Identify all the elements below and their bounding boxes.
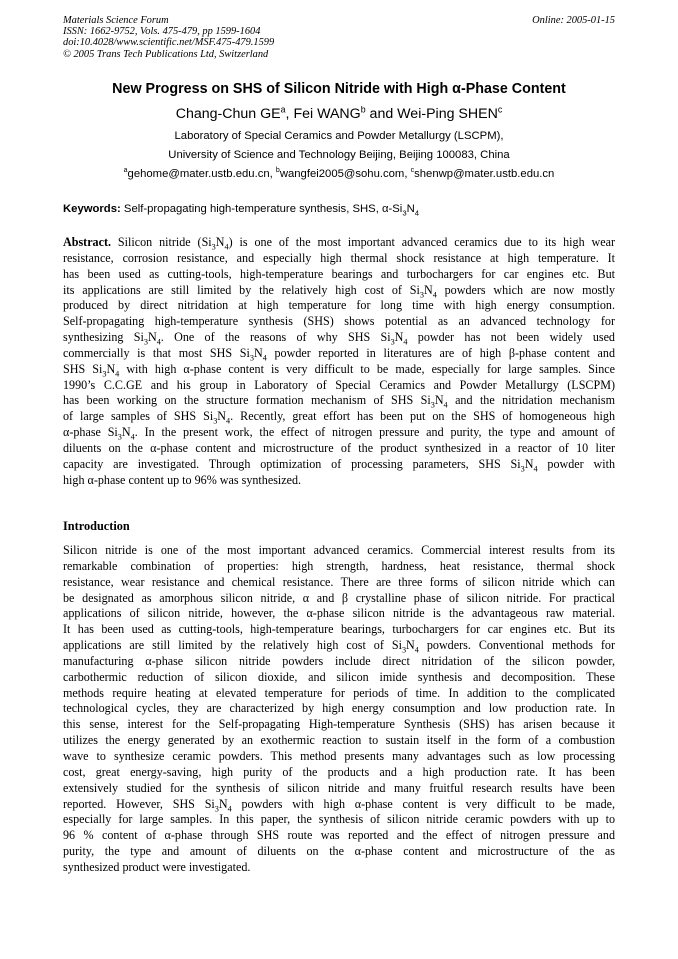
email-b[interactable]: wangfei2005@sohu.com, (279, 168, 411, 180)
doi-line: doi:10.4028/www.scientific.net/MSF.475-479.1599 (63, 37, 275, 49)
email-c-mark: c (410, 167, 415, 175)
introduction-line: synthesized product were investigated. (63, 859, 251, 874)
keywords-text: Self-propagating high-temperature synthesis, SHS, α-Si (120, 203, 403, 215)
introduction-line: technological cycles, they are characterized by high energy consumption and low production rate. In (63, 701, 615, 716)
keywords-sub-3: 3 (402, 208, 407, 218)
abstract-line: Abstract. Silicon nitride $(Si_3N_4)$ is one of the most important advanced ceramics due to its high wear (63, 235, 615, 252)
introduction-line: cost, great energy-saving, high purity of the products and a high production rate. It has been (63, 764, 615, 779)
abstract-line: 1990’s C.C.GE and his group in Laboratory of Special Ceramics and Powder Metallurgy (LSCPM) (63, 377, 615, 392)
abstract-line: resistance, corrosion resistance, and especially high thermal shock resistance at high temperature. It (63, 250, 615, 265)
keywords-n: N (406, 203, 415, 215)
affiliation-line-2: University of Science and Technology Beijing, Beijing 100083, China (168, 149, 510, 161)
author-wang-mark: b (360, 104, 366, 115)
keywords (63, 203, 623, 218)
author-ge: Chang-Chun GE (175, 106, 281, 122)
abstract-line: commercially is that most SHS $Si_3N_4$ powder reported in literatures are of high β-phase content and (63, 345, 615, 363)
abstract-line: synthesizing $Si_3N_4$. One of the reasons of why SHS $Si_3N_4$ powder has not been widely used (63, 330, 615, 347)
introduction-line: reported. However, SHS $Si_3N_4$ powders with high α-phase content is very difficult to be made, (63, 796, 616, 813)
introduction-line: resistance, wear resistance and chemical resistance. There are three forms of silicon nitride which can (63, 574, 615, 589)
abstract-line: produced by direct nitridation at high temperature for long time with high energy consumption. (63, 298, 615, 313)
abstract-line: diluents on the α-phase content and microstructure of the product synthesized in a reactor of 10 liter (63, 440, 615, 455)
introduction-line: applications of silicon nitride, however, the α-phase silicon nitride is the advantageous raw material. (63, 606, 615, 621)
email-c[interactable]: shenwp@mater.ustb.edu.cn (414, 168, 555, 180)
copyright-line: © 2005 Trans Tech Publications Ltd, Switzerland (63, 48, 269, 60)
abstract-line: α-phase $Si_3N_4$. In the present work, the effect of nitrogen pressure and purity, the type and amount of (63, 425, 615, 442)
author-list (40, 106, 638, 122)
title-text-after: -Phase Content (460, 81, 566, 97)
title-alpha: α (452, 81, 461, 97)
keywords-label: Keywords: (63, 203, 121, 215)
email-a[interactable]: gehome@mater.ustb.edu.cn, (127, 168, 276, 180)
introduction-line: 96 % content of α-phase through SHS route was reported and the effect of nitrogen pressure and (63, 828, 615, 843)
paper-title (40, 81, 638, 97)
issn-line: ISSN: 1662-9752, Vols. 475-479, pp 1599-1604 (63, 26, 261, 38)
introduction-line: manufacturing α-phase silicon nitride powders include direct nitridation of the silicon powder, (63, 653, 615, 668)
abstract-line: capacity are investigated. Through optimization of processing parameters, SHS $Si_3N_4$ powder with (63, 456, 615, 474)
introduction-line: purity, the type and amount of diluents on the α-phase content and microstructure of the as (63, 844, 615, 859)
author-wang: Fei WANG (293, 106, 361, 122)
abstract-paragraph (63, 235, 615, 489)
introduction-line: extensively studied for the synthesis of silicon nitride and many fruitful research results have been (63, 780, 615, 795)
introduction-line: be designated as amorphous silicon nitride, α and β crystalline phase of silicon nitride. For practical (63, 590, 615, 605)
email-b-mark: b (275, 167, 280, 175)
introduction-line: remarkable combination of properties: high strength, hardness, heat resistance, thermal shock (63, 558, 615, 573)
abstract-line: of large samples of SHS $Si_3N_4$. Recently, great effort has been put on the SHS of homogeneous high (63, 409, 616, 426)
introduction-line: applications are still limited by the relatively high cost of $Si_3N_4$ powders. Conventional methods for (63, 638, 615, 655)
introduction-paragraph (63, 543, 615, 876)
abstract-line: SHS $Si_3N_4$ with high α-phase content is very difficult to be made, especially for large samples. Since (63, 361, 615, 379)
introduction-line: It has been used as cutting-tools, high-temperature bearings, turbochargers for car engines etc. But its (63, 622, 615, 637)
introduction-line: utilizes the energy generated by an exothermic reaction to sustain itself in the form of a combustion (63, 733, 615, 748)
email-a-mark: a (123, 167, 128, 175)
abstract-line: Self-propagating high-temperature synthesis (SHS) shows potential as an advanced technology for (63, 314, 615, 329)
online-date: Online: 2005-01-15 (532, 15, 615, 26)
introduction-line: especially for large samples. In this paper, the synthesis of silicon nitride ceramic powders with up to (63, 812, 615, 827)
introduction-line: this sense, interest for the Self-propagating High-temperature Synthesis (SHS) has arisen because it (63, 717, 615, 732)
title-text-before: New Progress on SHS of Silicon Nitride with High (112, 81, 453, 97)
author-separator-and: and (365, 106, 398, 122)
publication-header (63, 15, 615, 60)
abstract-line: high α-phase content up to 96% was synthesized. (63, 472, 302, 487)
abstract-line: has been working on the structure formation mechanism of SHS $Si_3N_4$ and the nitridation mechanism (63, 393, 616, 410)
abstract-line: its applications are still limited by the relatively high cost of $Si_3N_4$ powders which are now mostly (63, 282, 615, 299)
keywords-sub-4: 4 (414, 208, 420, 218)
introduction-line: methods require heating at elevated temperature for periods of time. In addition to the complicated (63, 685, 615, 700)
affiliation-line-1: Laboratory of Special Ceramics and Powder Metallurgy (LSCPM), (174, 130, 504, 142)
introduction-line: wave to synthesize ceramic powders. This method presents many advantages such as low processing (63, 748, 615, 763)
introduction-line: carbothermic reduction of silicon dioxide, and silicon imide synthesis and decomposition. These (63, 669, 615, 684)
author-separator: , (285, 106, 294, 122)
author-ge-mark: a (280, 104, 286, 115)
journal-name: Materials Science Forum (63, 15, 169, 26)
author-shen-mark: c (497, 104, 503, 115)
abstract-label: Abstract. (63, 235, 112, 249)
author-emails (40, 168, 638, 180)
introduction-line: Silicon nitride is one of the most important advanced ceramics. Commercial interest results from its (63, 543, 615, 557)
introduction-heading: Introduction (63, 519, 130, 533)
abstract-line: has been used as cutting-tools, high-temperature bearings and turbochargers for car engines etc. But (63, 266, 615, 281)
author-shen: Wei-Ping SHEN (397, 106, 498, 122)
